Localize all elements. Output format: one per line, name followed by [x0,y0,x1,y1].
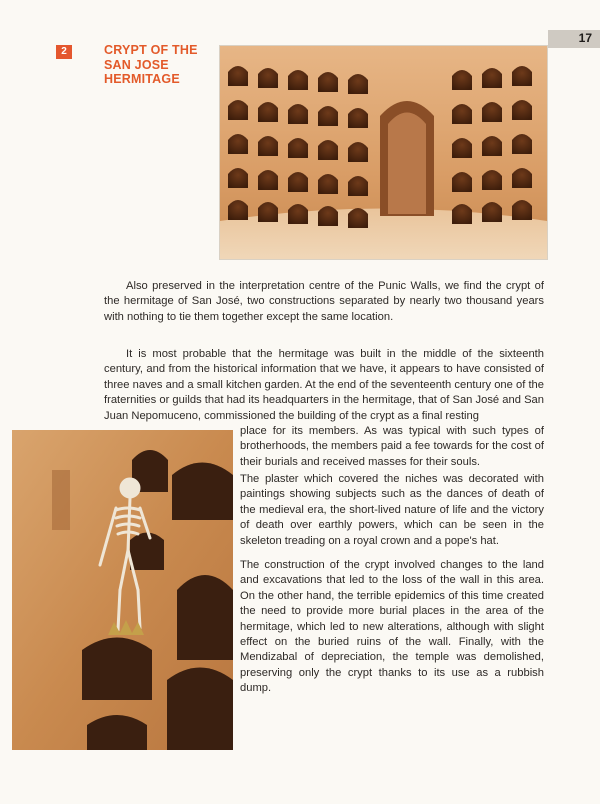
skeleton-painting-photo [12,430,233,750]
history-paragraph-continued: place for its members. As was typical with such types of brotherhoods, the members paid a fee towards for the cost of their burials and received masses for their souls. [240,425,544,468]
crypt-niches-photo [219,45,548,260]
page-number: 17 [578,31,592,45]
section-number-badge: 2 [56,45,72,59]
page-number-bar [548,30,600,48]
construction-paragraph: The construction of the crypt involved changes to the land and excavations that led to the loss of the wall in this area. On the other hand, the terrible epidemics of this time created the need to provide more burial places in the area of the hermitage, which led to new alterations, although with slight effect on the buried ruins of the wall. Finally, with the Mendizabal of depreciation, the temple was demolished, preserving only the crypt thanks to its use as a rubbish dump. [240,559,544,695]
history-paragraph: It is most probable that the hermitage was built in the middle of the sixteenth century, and from the historical information that we have, it appears to have consisted of three naves and a small kitchen garden. At the end of the seventeenth century one of the fraternities or guilds that had its headquarters in the hermitage, that of San José and San Juan Nepomuceno, commissioned the building of the crypt as a final resting [104,348,544,422]
section-title: CRYPT OF THE SAN JOSE HERMITAGE [104,43,198,86]
paintings-paragraph: The plaster which covered the niches was decorated with paintings showing subjects such as the dances of death of the medieval era, the short-lived nature of life and the victory of death over earthly powers, which can be seen in the skeleton treading on a royal crown and a pope's hat. [240,473,544,547]
intro-paragraph: Also preserved in the interpretation centre of the Punic Walls, we find the crypt of the hermitage of San José, two constructions separated by nearly two thousand years with nothing to tie them together except the same location. [104,280,544,323]
